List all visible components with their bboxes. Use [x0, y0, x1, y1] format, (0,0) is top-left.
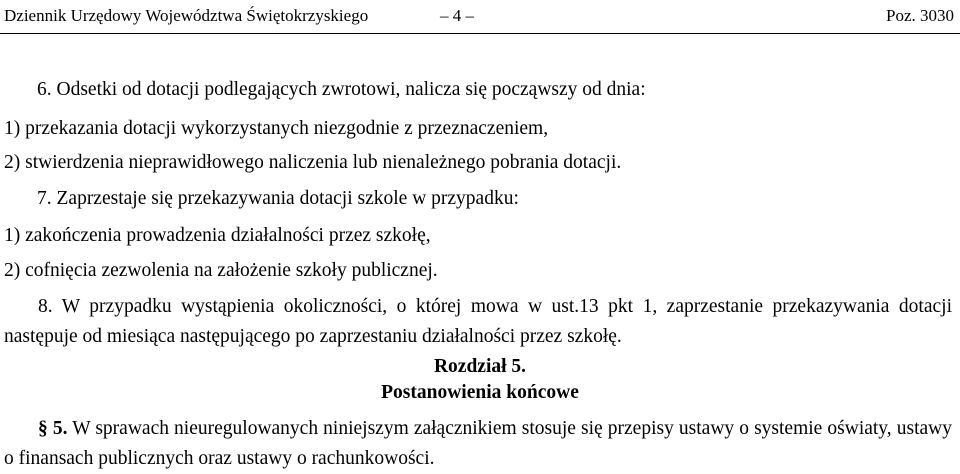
paragraph-7-item-1: 1) zakończenia prowadzenia działalności przez szkołę, [4, 225, 431, 246]
section-5 [4, 414, 952, 474]
paragraph-7: 7. Zaprzestaje się przekazywania dotacji szkole w przypadku: [37, 188, 519, 209]
paragraph-8-text: 8. W przypadku wystąpienia okoliczności, o której mowa w ust.13 pkt 1, zaprzestanie przekazywania dotacji następuje od miesiąca następującego po zaprzestaniu działalności przez szkołę. [4, 296, 952, 347]
chapter-number: Rozdział 5. [433, 356, 527, 377]
section-mark: § 5. [38, 418, 68, 439]
paragraph-8 [4, 292, 952, 352]
section-5-text: W sprawach nieuregulowanych niniejszym załącznikiem stosuje się przepisy ustawy o systemie oświaty, ustawy o finansach publicznych oraz ustawy o rachunkowości. [4, 418, 952, 469]
paragraph-6: 6. Odsetki od dotacji podlegających zwrotowi, nalicza się począwszy od dnia: [37, 79, 646, 100]
journal-title: Dziennik Urzędowy Województwa Świętokrzyskiego [4, 6, 369, 25]
paragraph-7-item-2: 2) cofnięcia zezwolenia na założenie szkoły publicznej. [4, 260, 438, 281]
page-number: – 4 – [440, 6, 474, 25]
position-number: Poz. 3030 [886, 6, 954, 25]
page-header [0, 0, 960, 34]
paragraph-6-item-1: 1) przekazania dotacji wykorzystanych niezgodnie z przeznaczeniem, [4, 118, 549, 139]
chapter-title: Postanowienia końcowe [381, 382, 579, 403]
paragraph-6-item-2: 2) stwierdzenia nieprawidłowego naliczenia lub nienależnego pobrania dotacji. [4, 152, 622, 173]
